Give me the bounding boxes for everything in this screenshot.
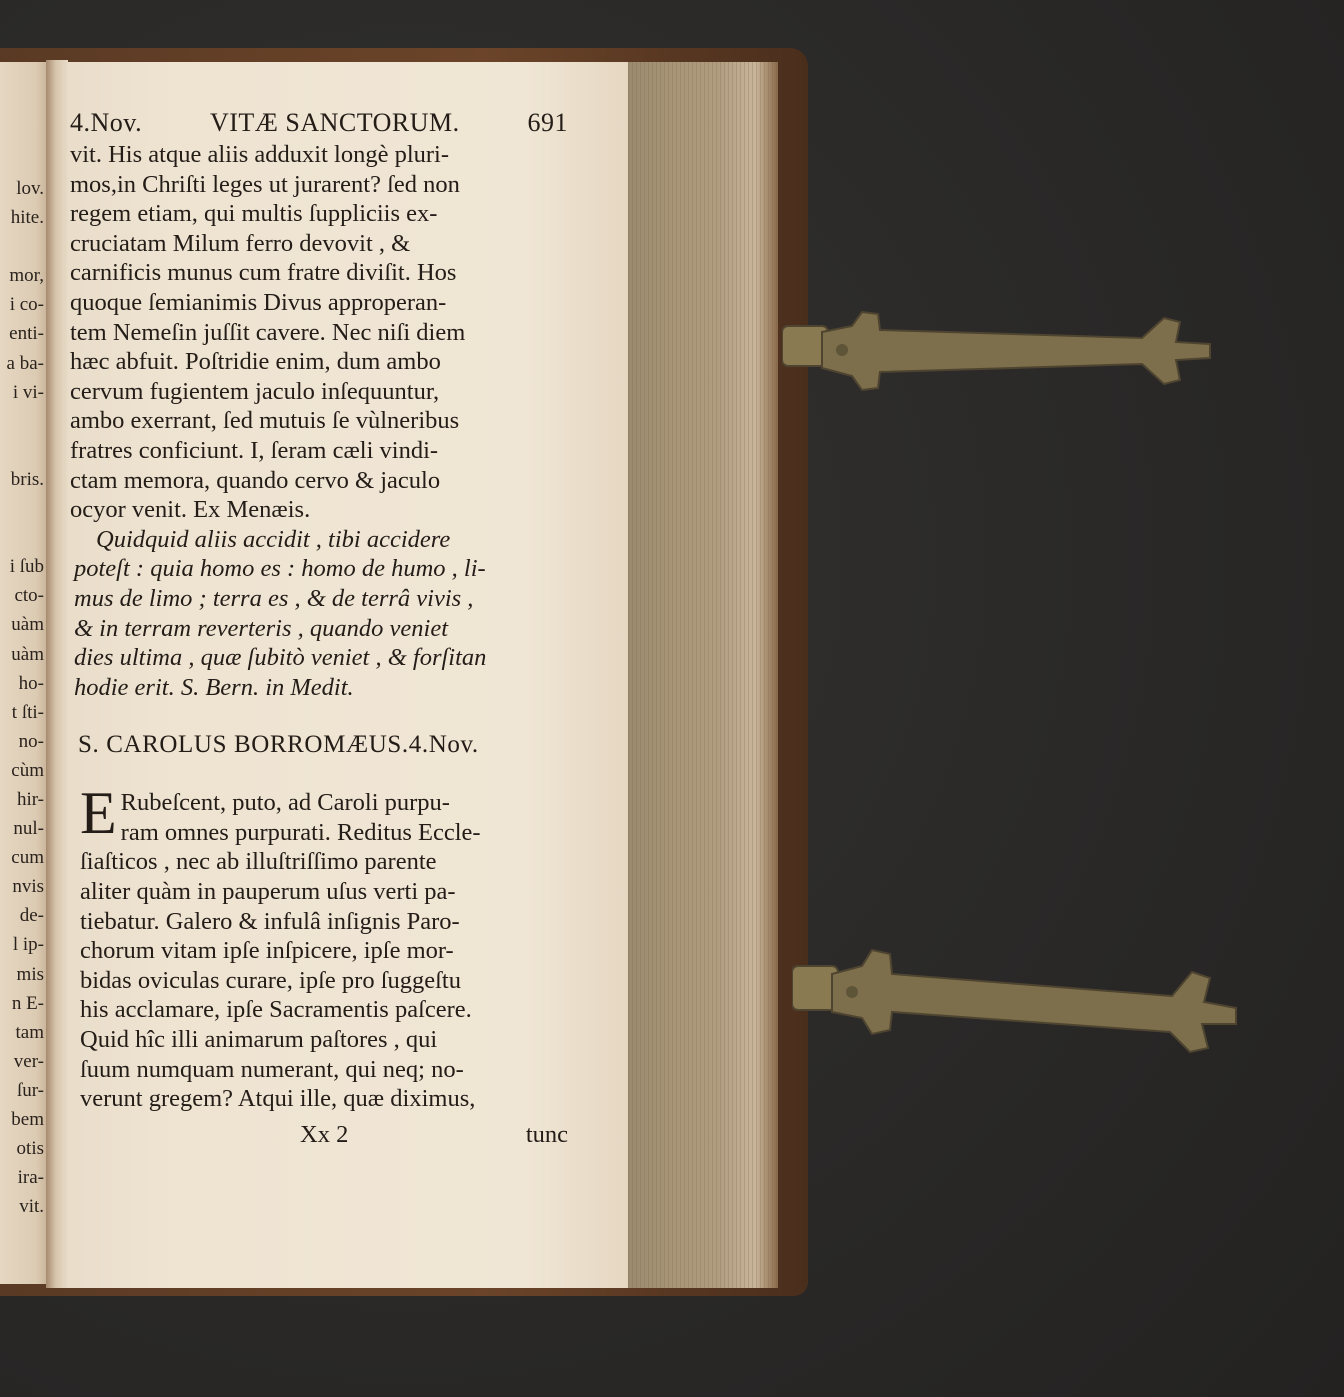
margin-fragment: otis bbox=[16, 1138, 44, 1160]
margin-fragment: mor, bbox=[9, 265, 44, 287]
text-line: bidas oviculas curare, ipſe pro ſuggeſtu bbox=[80, 966, 461, 994]
margin-fragment: a ba- bbox=[6, 352, 44, 374]
margin-fragment: de- bbox=[19, 905, 44, 927]
margin-fragment: tam bbox=[15, 1021, 44, 1043]
margin-fragment: ver- bbox=[13, 1050, 44, 1072]
text-line: his acclamare, ipſe Sacramentis paſcere. bbox=[80, 996, 472, 1024]
margin-fragment: nvis bbox=[12, 876, 44, 898]
margin-fragment: hir- bbox=[16, 788, 44, 810]
text-line: mos,in Chriſti leges ut jurarent? ſed non bbox=[70, 170, 460, 198]
page-footer bbox=[70, 1120, 568, 1150]
margin-fragment: ira- bbox=[17, 1167, 44, 1189]
margin-fragment: enti- bbox=[9, 323, 44, 345]
text-line: ſuum numquam numerant, qui neq; no- bbox=[80, 1055, 464, 1083]
quote-line: mus de limo ; terra es , & de terrâ vivis , bbox=[74, 584, 474, 612]
quote-line: dies ultima , quæ ſubitò veniet , & forſitan bbox=[74, 644, 487, 672]
text-line: cervum fugientem jaculo inſequuntur, bbox=[70, 377, 440, 405]
paragraph-2 bbox=[70, 780, 568, 1114]
quotation bbox=[70, 525, 568, 703]
signature-mark: Xx 2 bbox=[300, 1120, 349, 1148]
quote-line: Quidquid aliis accidit , tibi accidere bbox=[96, 525, 451, 553]
margin-fragment: vit. bbox=[19, 1196, 44, 1218]
catchword: tunc bbox=[525, 1120, 568, 1148]
text-line: vit. His atque aliis adduxit longè pluri- bbox=[70, 141, 450, 168]
text-line: chorum vitam ipſe inſpicere, ipſe mor- bbox=[80, 937, 454, 965]
text-line: ctam memora, quando cervo & jaculo bbox=[70, 466, 441, 494]
margin-fragment bbox=[0, 232, 44, 261]
text-line: cruciatam Milum ferro devovit , & bbox=[70, 229, 411, 257]
header-title: VITÆ SANCTORUM. bbox=[209, 108, 460, 137]
margin-fragment: i ſub bbox=[9, 556, 44, 578]
margin-fragment: i vi- bbox=[12, 381, 44, 403]
text-line: ram omnes purpurati. Reditus Eccle- bbox=[120, 818, 481, 846]
quote-line: & in terram reverteris , quando veniet bbox=[74, 614, 449, 642]
text-line: ambo exerrant, ſed mutuis ſe vùlneribus bbox=[70, 407, 460, 435]
text-line: Quid hîc illi animarum paſtores , qui bbox=[80, 1026, 438, 1054]
dropcap-block bbox=[80, 780, 568, 847]
text-line: ſiaſticos , nec ab illuſtriſſimo parente bbox=[80, 848, 437, 876]
left-margin-text bbox=[0, 174, 44, 1221]
text-line: tem Nemeſin juſſit cavere. Nec niſi diem bbox=[70, 318, 466, 346]
left-page bbox=[0, 62, 52, 1284]
page-number: 691 bbox=[527, 108, 568, 137]
margin-fragment: ho- bbox=[18, 672, 44, 694]
margin-fragment: lov. bbox=[16, 178, 44, 199]
margin-fragment bbox=[0, 523, 44, 552]
text-line: ocyor venit. Ex Menæis. bbox=[70, 496, 311, 524]
book-gutter bbox=[46, 60, 68, 1288]
margin-fragment: nul- bbox=[13, 818, 44, 840]
margin-fragment: hite. bbox=[10, 207, 44, 229]
page-edges bbox=[628, 62, 778, 1288]
page-text bbox=[70, 106, 568, 1150]
text-line: carnificis munus cum fratre diviſit. Hos bbox=[70, 259, 457, 287]
upper-clasp[interactable] bbox=[782, 296, 1214, 400]
margin-fragment: i co- bbox=[9, 294, 44, 316]
running-header bbox=[70, 106, 568, 140]
section-title: S. CAROLUS BORROMÆUS.4.Nov. bbox=[78, 731, 479, 759]
margin-fragment: mis bbox=[16, 963, 44, 985]
margin-fragment: uàm bbox=[11, 614, 44, 636]
text-line: verunt gregem? Atqui ille, quæ diximus, bbox=[80, 1085, 476, 1113]
margin-fragment: ſur- bbox=[16, 1079, 44, 1101]
paragraph-1 bbox=[70, 140, 568, 525]
margin-fragment bbox=[0, 436, 44, 465]
margin-fragment: no- bbox=[18, 730, 44, 752]
margin-fragment: cùm bbox=[11, 759, 44, 781]
lower-clasp[interactable] bbox=[792, 936, 1240, 1066]
margin-fragment: l ip- bbox=[12, 934, 44, 956]
text-line: Rubeſcent, puto, ad Caroli purpu- bbox=[120, 789, 450, 817]
margin-fragment: cto- bbox=[14, 585, 44, 607]
margin-fragment bbox=[0, 407, 44, 436]
quote-line: poteſt : quia homo es : homo de humo , li- bbox=[74, 555, 486, 583]
margin-fragment: bem bbox=[11, 1109, 44, 1130]
text-line: aliter quàm in pauperum uſus verti pa- bbox=[80, 878, 456, 906]
text-line: hæc abfuit. Poſtridie enim, dum ambo bbox=[70, 348, 441, 376]
margin-fragment bbox=[0, 494, 44, 523]
drop-cap: E bbox=[80, 780, 117, 847]
margin-fragment: cum bbox=[11, 847, 44, 869]
margin-fragment: t ſti- bbox=[11, 701, 44, 723]
text-line: quoque ſemianimis Divus approperan- bbox=[70, 288, 447, 316]
text-line: regem etiam, qui multis ſuppliciis ex- bbox=[70, 200, 438, 228]
header-date: 4.Nov. bbox=[70, 108, 143, 137]
text-line: fratres conficiunt. I, ſeram cæli vindi- bbox=[70, 436, 439, 464]
margin-fragment: bris. bbox=[10, 468, 44, 490]
quote-line: hodie erit. S. Bern. in Medit. bbox=[74, 673, 354, 701]
margin-fragment: uàm bbox=[11, 643, 44, 665]
margin-fragment: n E- bbox=[11, 992, 44, 1014]
text-line: tiebatur. Galero & infulâ inſignis Paro- bbox=[80, 907, 460, 935]
